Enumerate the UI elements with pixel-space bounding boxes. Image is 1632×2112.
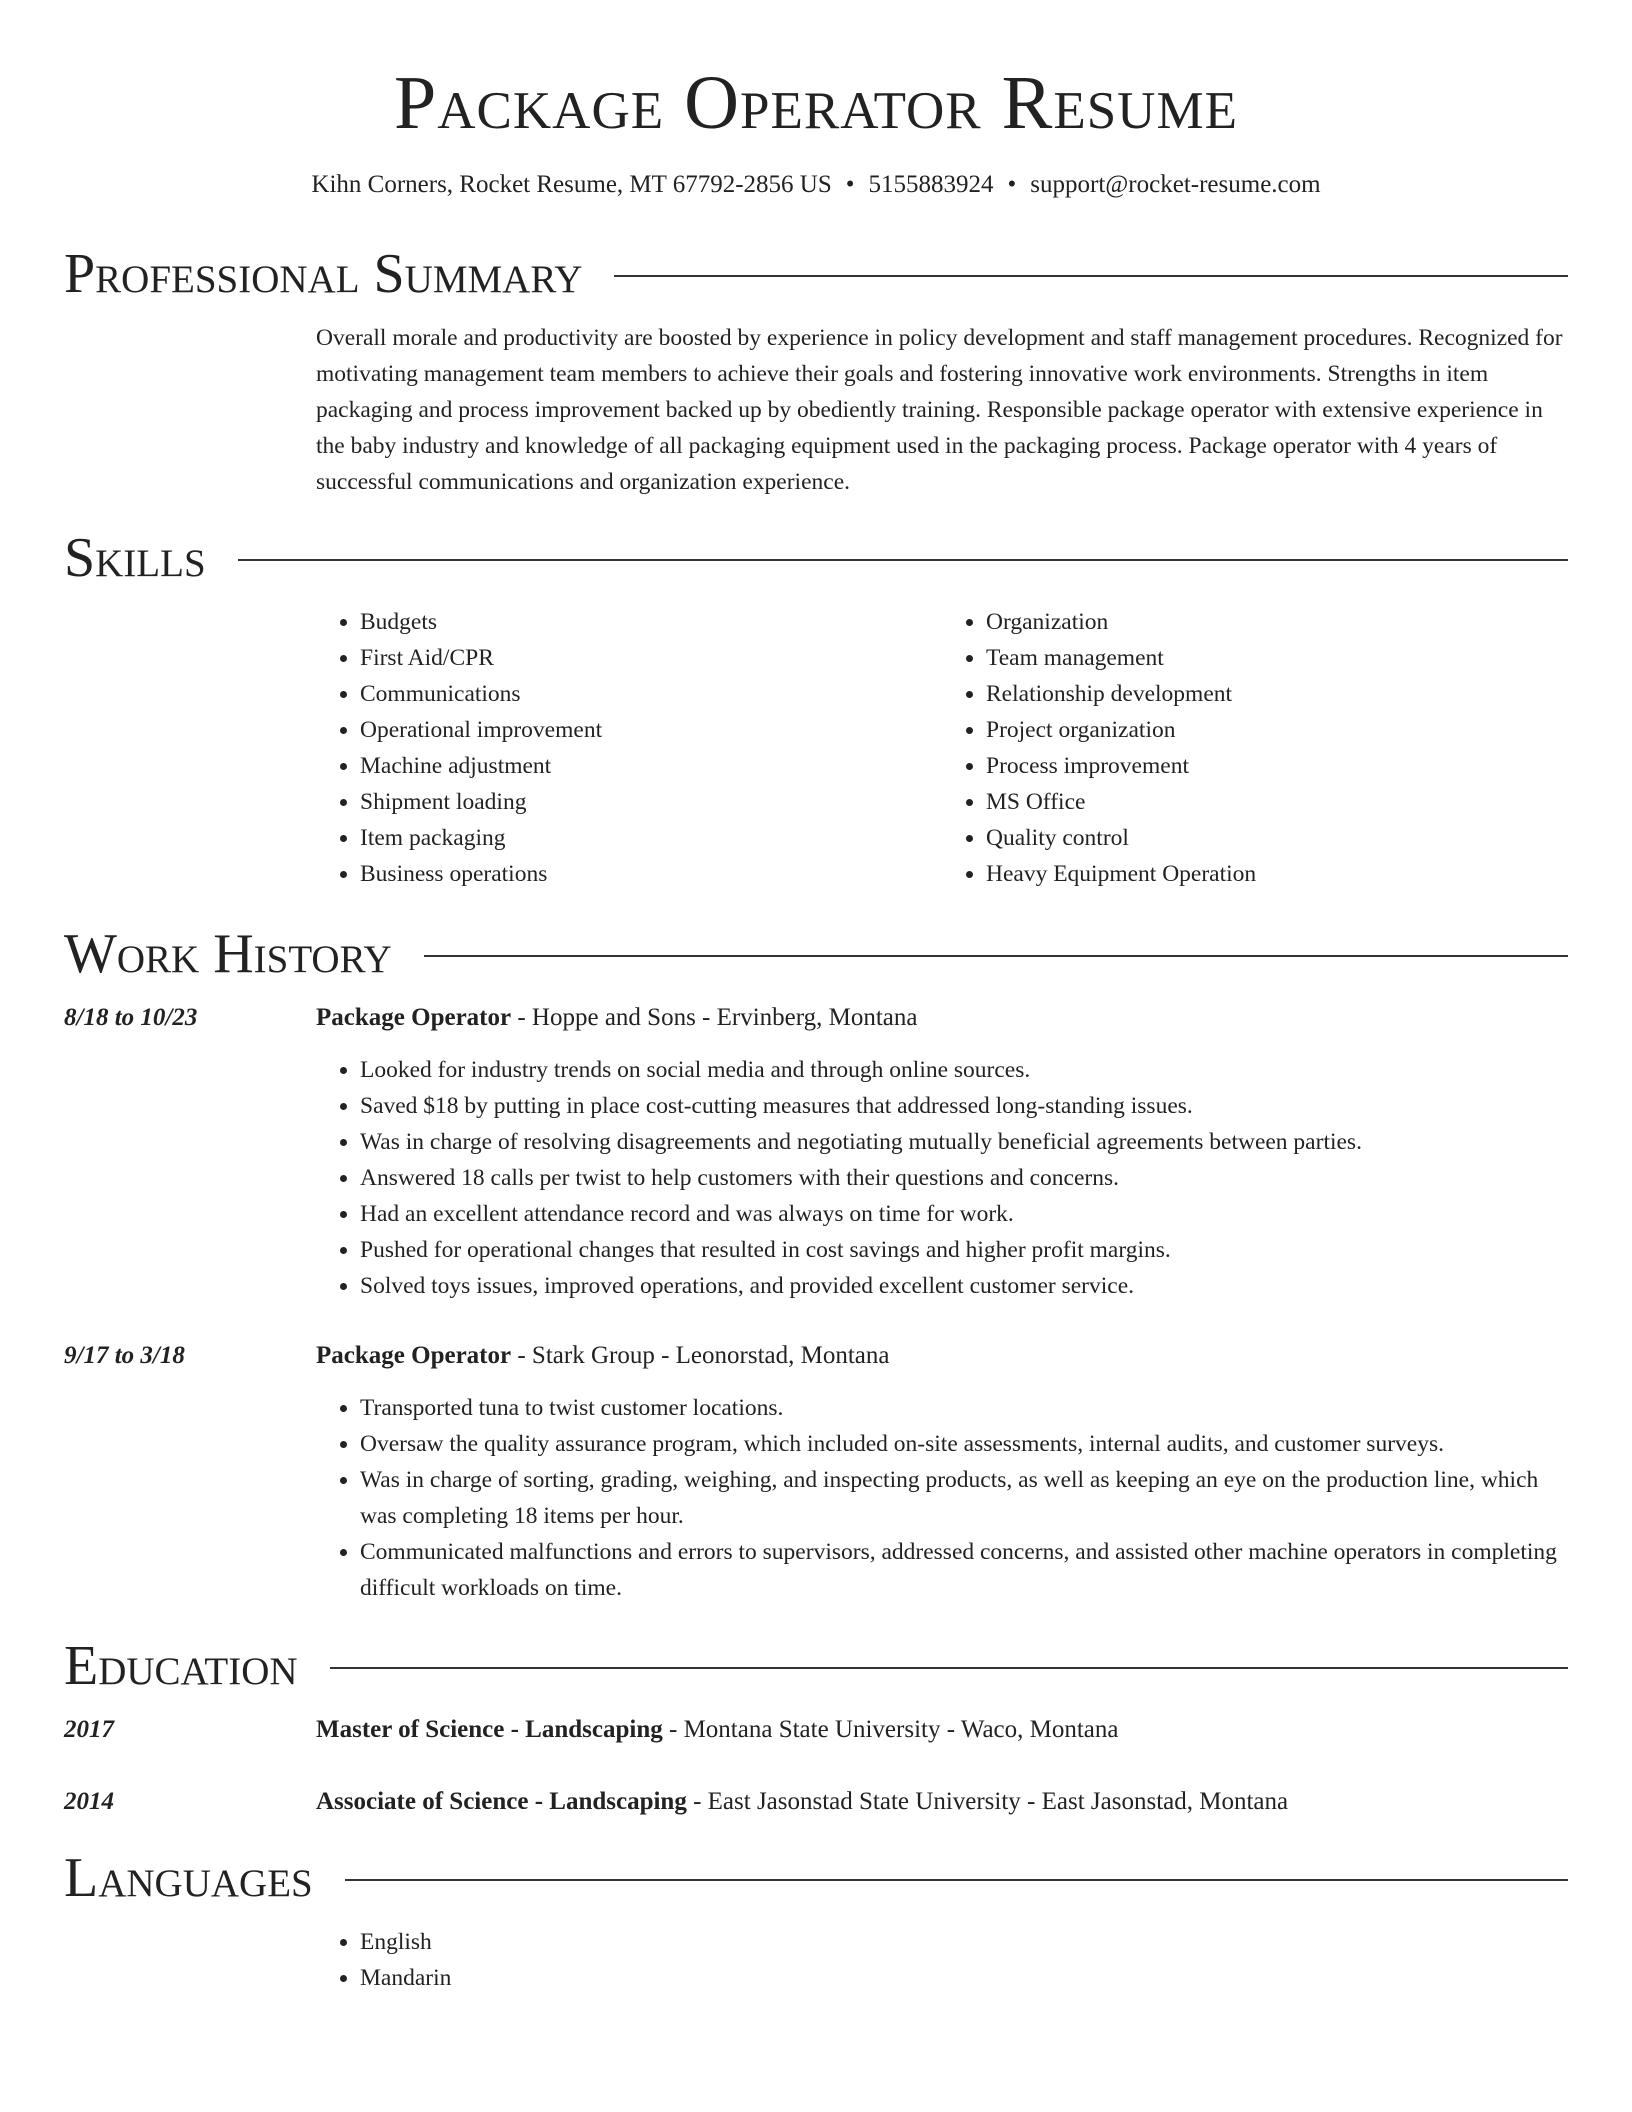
section-divider <box>614 275 1568 277</box>
education-heading <box>64 1634 1568 1698</box>
skills-list-right <box>942 604 1568 892</box>
skill-item: • Relationship development <box>986 676 1568 712</box>
job-bullet: • Looked for industry trends on social media and through online sources. <box>360 1052 1568 1088</box>
skill-item: • Quality control <box>986 820 1568 856</box>
job-employer: - Stark Group - Leonorstad, Montana <box>511 1342 890 1369</box>
job-bullet: • Had an excellent attendance record and was always on time for work. <box>360 1196 1568 1232</box>
resume-title: Package Operator Resume <box>394 61 1238 145</box>
work-heading <box>64 922 1568 986</box>
job-dates: 8/18 to 10/23 <box>64 1004 198 1031</box>
skill-item: • Business operations <box>360 856 942 892</box>
education-school: - East Jasonstad State University - East Jasonstad, Montana <box>686 1788 1289 1815</box>
work-heading-text: Work History <box>64 923 392 985</box>
section-divider <box>345 1879 1568 1881</box>
skills-heading-text: Skills <box>64 527 206 589</box>
skill-item: • Organization <box>986 604 1568 640</box>
contact-separator: • <box>845 171 855 198</box>
job-entry <box>64 1000 1568 1304</box>
skills-columns <box>316 604 1568 892</box>
job-bullets <box>316 1390 1568 1606</box>
skill-item: • Heavy Equipment Operation <box>986 856 1568 892</box>
job-bullet: • Saved $18 by putting in place cost-cutting measures that addressed long-standing issues. <box>360 1088 1568 1124</box>
education-degree: Associate of Science - Landscaping <box>316 1788 687 1815</box>
contact-separator: • <box>1007 171 1017 198</box>
job-dates: 9/17 to 3/18 <box>64 1342 185 1369</box>
contact-email: support@rocket-resume.com <box>1030 171 1321 198</box>
job-bullet: • Answered 18 calls per twist to help customers with their questions and concerns. <box>360 1160 1568 1196</box>
languages-section <box>64 1846 1568 1996</box>
language-item: • English <box>360 1924 1568 1960</box>
skill-item: • MS Office <box>986 784 1568 820</box>
skill-item: • Communications <box>360 676 942 712</box>
job-bullet: • Pushed for operational changes that resulted in cost savings and higher profit margins. <box>360 1232 1568 1268</box>
education-year: 2014 <box>64 1788 114 1815</box>
job-headline <box>316 1000 1568 1036</box>
languages-list <box>316 1924 1568 1996</box>
resume-page <box>64 0 1568 1996</box>
job-bullet: • Was in charge of resolving disagreements and negotiating mutually beneficial agreements between parties. <box>360 1124 1568 1160</box>
section-divider <box>238 559 1568 561</box>
summary-text: Overall morale and productivity are boosted by experience in policy development and staff management procedures. Recognized for motivating management team members to achieve their goals and fostering innovative work environments. Strengths in item packaging and process improvement backed up by obediently training. Responsible package operator with extensive experience in the baby industry and knowledge of all packaging equipment used in the packaging process. Package operator with 4 years of successful communications and organization experience. <box>316 325 1563 495</box>
section-divider <box>424 955 1568 957</box>
skill-item: • Budgets <box>360 604 942 640</box>
summary-heading-text: Professional Summary <box>64 243 583 305</box>
education-entry <box>64 1784 1568 1820</box>
job-bullet: • Solved toys issues, improved operations, and provided excellent customer service. <box>360 1268 1568 1304</box>
skill-item: • Operational improvement <box>360 712 942 748</box>
job-headline <box>316 1338 1568 1374</box>
job-employer: - Hoppe and Sons - Ervinberg, Montana <box>511 1004 918 1031</box>
education-entry <box>64 1712 1568 1748</box>
job-bullet: • Transported tuna to twist customer locations. <box>360 1390 1568 1426</box>
education-year: 2017 <box>64 1716 114 1743</box>
education-heading-text: Education <box>64 1635 298 1697</box>
education-details <box>316 1712 1568 1748</box>
language-item: • Mandarin <box>360 1960 1568 1996</box>
skills-heading <box>64 526 1568 590</box>
skill-item: • Shipment loading <box>360 784 942 820</box>
skills-list-left <box>316 604 942 892</box>
job-bullets <box>316 1052 1568 1304</box>
job-bullet: • Oversaw the quality assurance program, which included on-site assessments, internal audits, and customer surveys. <box>360 1426 1568 1462</box>
education-details <box>316 1784 1568 1820</box>
skill-item: • Item packaging <box>360 820 942 856</box>
job-details <box>316 1000 1568 1304</box>
languages-list-wrap <box>316 1924 1568 1996</box>
contact-line <box>64 168 1568 202</box>
contact-address: Kihn Corners, Rocket Resume, MT 67792-2856 US <box>311 171 832 198</box>
skill-item: • Process improvement <box>986 748 1568 784</box>
skill-item: • Project organization <box>986 712 1568 748</box>
education-school: - Montana State University - Waco, Montana <box>662 1716 1119 1743</box>
job-bullet: • Communicated malfunctions and errors to supervisors, addressed concerns, and assisted other machine operators in completing difficult workloads on time. <box>360 1534 1568 1606</box>
languages-heading-text: Languages <box>64 1847 313 1909</box>
skill-item: • Team management <box>986 640 1568 676</box>
skill-item: • Machine adjustment <box>360 748 942 784</box>
languages-heading <box>64 1846 1568 1910</box>
job-entry <box>64 1338 1568 1606</box>
job-bullet: • Was in charge of sorting, grading, weighing, and inspecting products, as well as keeping an eye on the production line, which was completing 18 items per hour. <box>360 1462 1568 1534</box>
skills-section <box>64 526 1568 892</box>
summary-section <box>64 242 1568 500</box>
job-title: Package Operator <box>316 1004 512 1031</box>
skill-item: • First Aid/CPR <box>360 640 942 676</box>
section-divider <box>330 1667 1568 1669</box>
job-title: Package Operator <box>316 1342 512 1369</box>
summary-heading <box>64 242 1568 306</box>
job-details <box>316 1338 1568 1606</box>
contact-phone: 5155883924 <box>868 171 994 198</box>
education-degree: Master of Science - Landscaping <box>316 1716 663 1743</box>
work-section <box>64 922 1568 1606</box>
education-section <box>64 1634 1568 1820</box>
